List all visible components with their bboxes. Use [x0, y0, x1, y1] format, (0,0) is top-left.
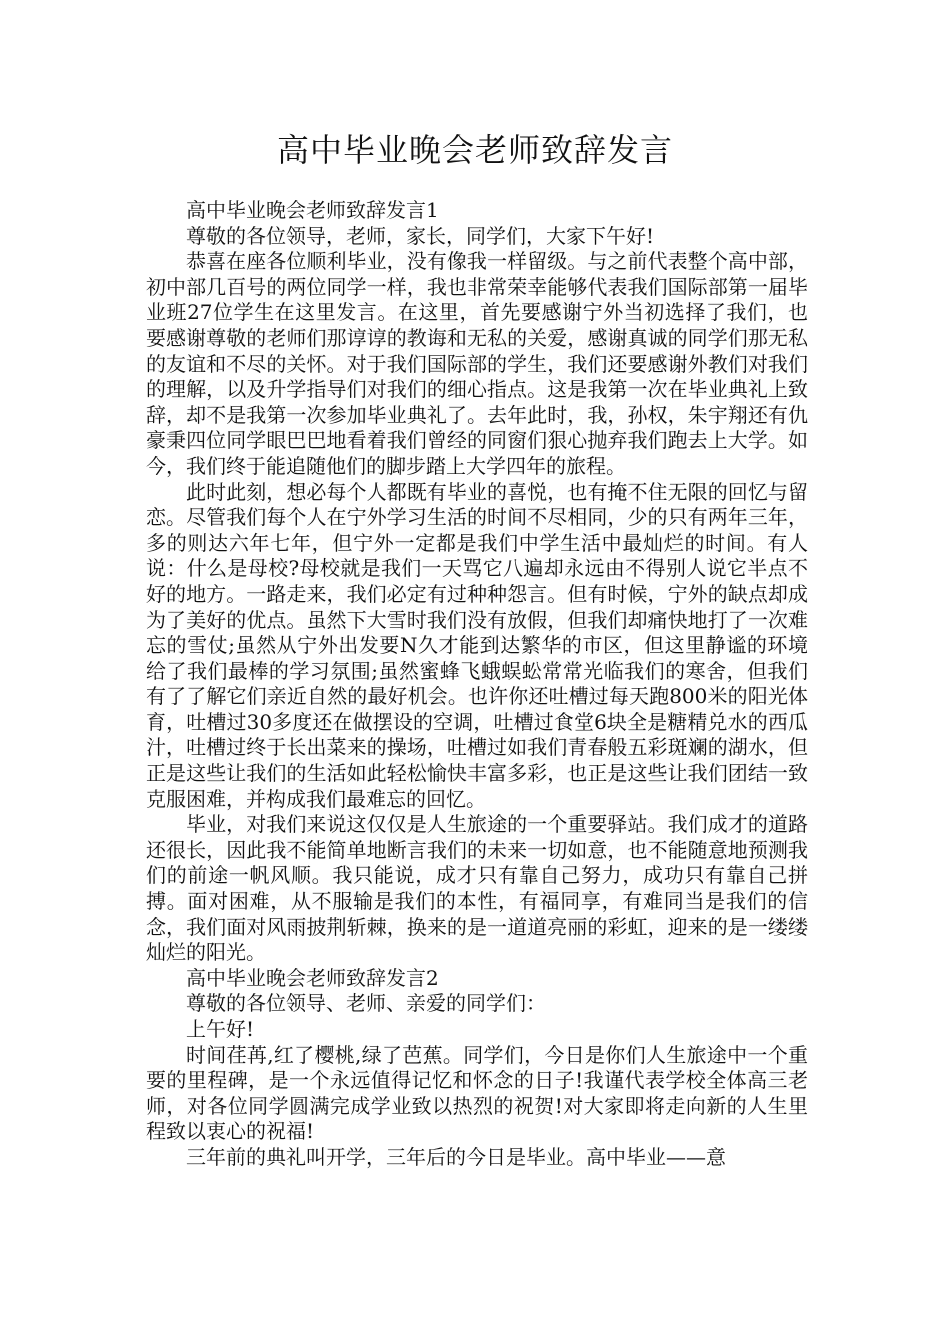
greeting-paragraph: 尊敬的各位领导、老师、亲爱的同学们：	[186, 991, 546, 1016]
body-paragraph: 此时此刻，想必每个人都既有毕业的喜悦，也有掩不住无限的回忆与留恋。尽管我们每个人在宁外学习生活的时间不尽相同，少的只有两年三年，多的则达六年七年，但宁外一定都是我们中学生活中最灿烂的时间。有人说：什么是母校?母校就是我们一天骂它八遍却永远由不得别人说它半点不好的地方。一路走来，我们必定有过种种怨言。但有时候，宁外的缺点却成为了美好的优点。虽然下大雪时我们没有放假，但我们却痛快地打了一次难忘的雪仗;虽然从宁外出发要N久才能到达繁华的市区，但这里静谧的环境给了我们最棒的学习氛围;虽然蜜蜂飞蛾蜈蚣常常光临我们的寒舍，但我们有了了解它们亲近自然的最好机会。也许你还吐槽过每天跑800米的阳光体育，吐槽过30多度还在做摆设的空调，吐槽过食堂6块全是糖精兑水的西瓜汁，吐槽过终于长出菜来的操场，吐槽过如我们青春般五彩斑斓的湖水，但正是这些让我们的生活如此轻松愉快丰富多彩，也正是这些让我们团结一致克服困难，并构成我们最难忘的回忆。	[146, 479, 808, 811]
document-title: 高中毕业晚会老师致辞发言	[276, 131, 673, 169]
greeting-paragraph: 尊敬的各位领导，老师，家长，同学们，大家下午好!	[186, 223, 655, 248]
document-body	[146, 198, 808, 1171]
body-paragraph: 三年前的典礼叫开学，三年后的今日是毕业。高中毕业——意	[186, 1144, 726, 1169]
subheading-speech-2: 高中毕业晚会老师致辞发言2	[186, 965, 439, 990]
body-paragraph: 恭喜在座各位顺利毕业，没有像我一样留级。与之前代表整个高中部，初中部几百号的两位同学一样，我也非常荣幸能够代表我们国际部第一届毕业班27位学生在这里发言。在这里，首先要感谢宁外当初选择了我们，也要感谢尊敬的老师们那谆谆的教诲和无私的关爱，感谢真诚的同学们那无私的友谊和不尽的关怀。对于我们国际部的学生，我们还要感谢外教们对我们的理解，以及升学指导们对我们的细心指点。这是我第一次在毕业典礼上致辞，却不是我第一次参加毕业典礼了。去年此时，我，孙权，朱宇翔还有仇豪秉四位同学眼巴巴地看着我们曾经的同窗们狠心抛弃我们跑去上大学。如今，我们终于能追随他们的脚步踏上大学四年的旅程。	[146, 249, 808, 478]
body-paragraph: 毕业，对我们来说这仅仅是人生旅途的一个重要驿站。我们成才的道路还很长，因此我不能简单地断言我们的未来一切如意，也不能随意地预测我们的前途一帆风顺。我只能说，成才只有靠自己努力，成功只有靠自己拼搏。面对困难，从不服输是我们的本性，有福同享，有难同当是我们的信念，我们面对风雨披荆斩棘，换来的是一道道亮丽的彩虹，迎来的是一缕缕灿烂的阳光。	[146, 812, 808, 965]
greeting-paragraph: 上午好!	[186, 1017, 255, 1041]
subheading-speech-1: 高中毕业晚会老师致辞发言1	[186, 198, 439, 222]
body-paragraph: 时间荏苒,红了樱桃,绿了芭蕉。同学们，今日是你们人生旅途中一个重要的里程碑，是一个永远值得记忆和怀念的日子!我谨代表学校全体高三老师，对各位同学圆满完成学业致以热烈的祝贺!对大家即将走向新的人生里程致以衷心的祝福!	[146, 1042, 808, 1144]
